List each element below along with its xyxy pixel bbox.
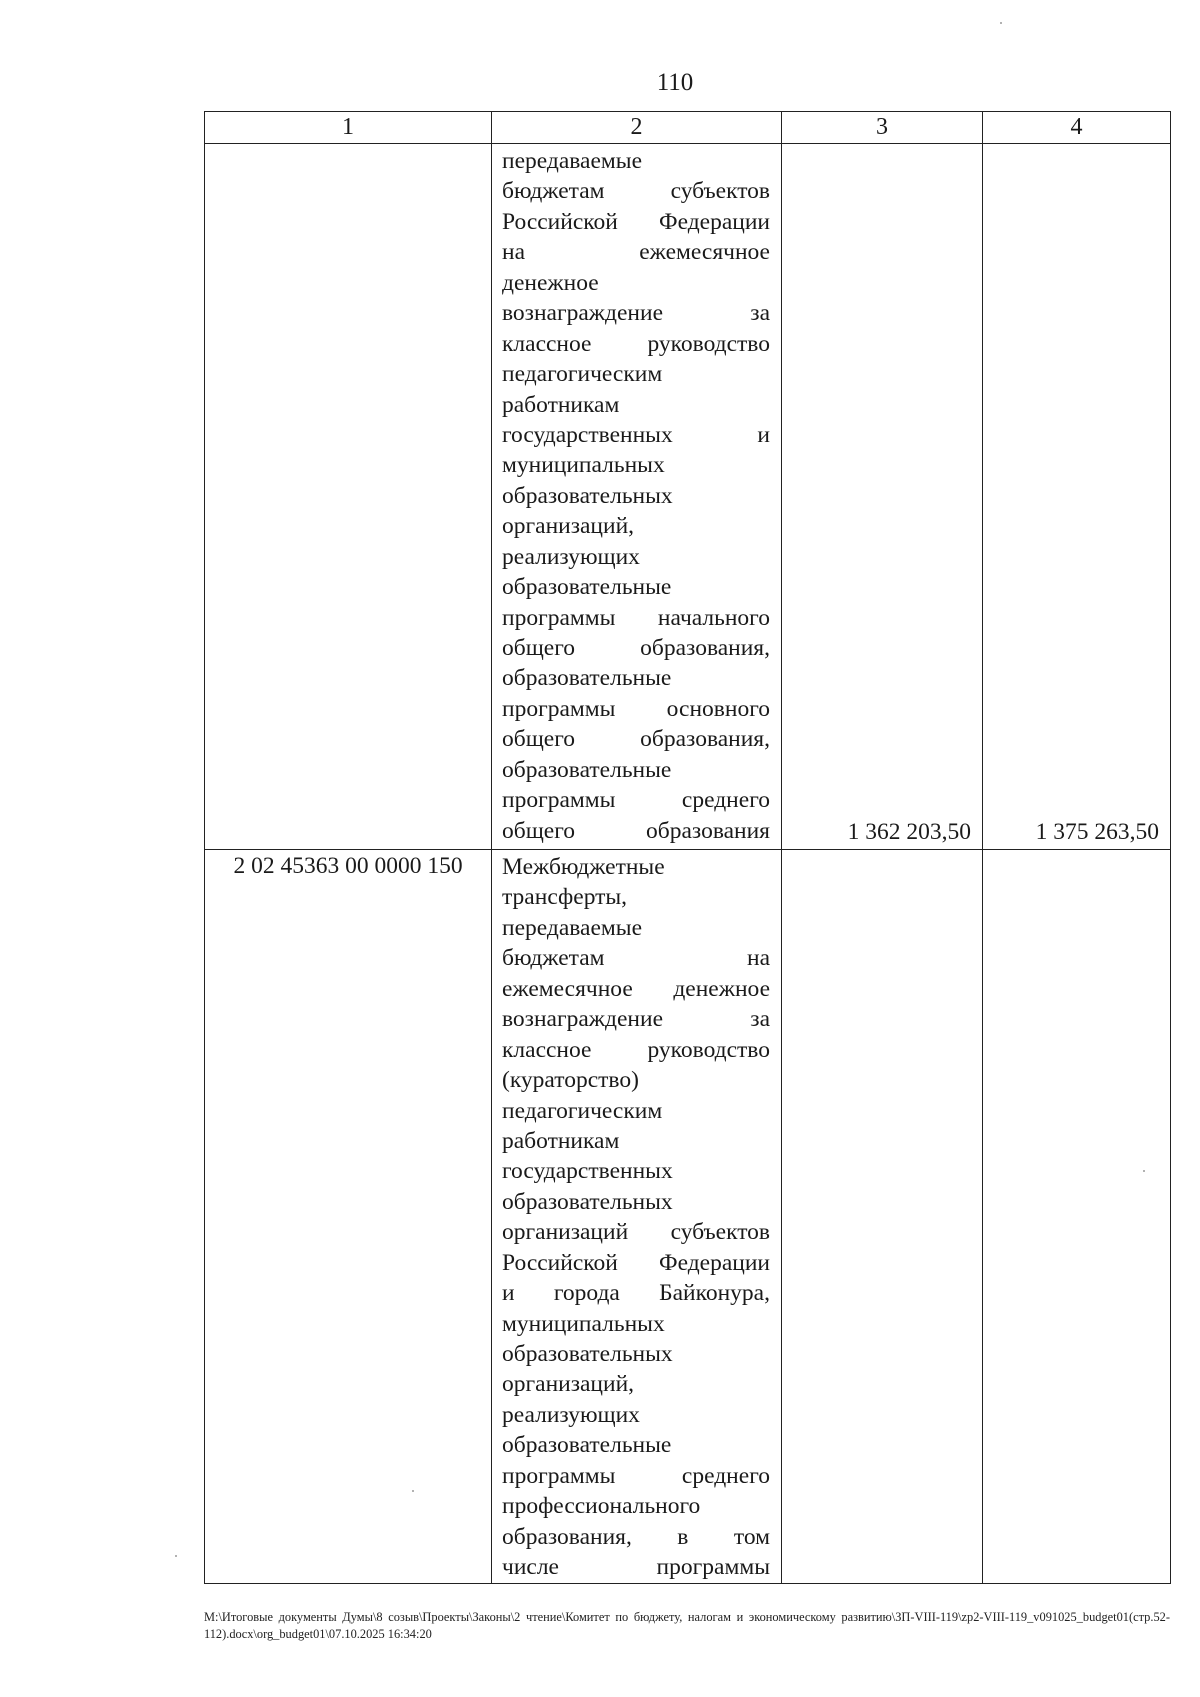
description-line: государственных и	[502, 421, 770, 448]
description-line: образовательные	[502, 665, 672, 692]
description-line: общего образования,	[502, 635, 770, 661]
description-line: Российской Федерации	[502, 1249, 770, 1276]
description-line: программы среднего	[502, 787, 770, 814]
description-line: программы среднего	[502, 1462, 770, 1489]
description-line: образовательных	[502, 1341, 673, 1367]
description-line: числе программы	[502, 1554, 770, 1581]
scan-speck	[175, 1555, 177, 1557]
description-line: общего образования	[502, 817, 770, 844]
value-cell-col4: 1 375 263,50	[983, 144, 1171, 850]
description-line: педагогическим	[502, 1097, 663, 1124]
description-line: классное руководство	[502, 1036, 770, 1063]
description-line: организаций субъектов	[502, 1219, 770, 1246]
code-cell: 2 02 45363 00 0000 150	[205, 850, 492, 1584]
description-line: (кураторство)	[502, 1067, 639, 1094]
value-cell-col4	[983, 850, 1171, 1584]
table-row	[205, 850, 1171, 1584]
description-cell	[492, 144, 782, 850]
column-header-2: 2	[492, 112, 782, 144]
scan-speck	[412, 1490, 414, 1492]
description-line: программы начального	[502, 604, 770, 631]
description-line: классное руководство	[502, 330, 770, 357]
value-cell-col3	[782, 850, 983, 1584]
code-cell	[205, 144, 492, 850]
description-line: бюджетам на	[502, 945, 770, 972]
description-line: образования, в том	[502, 1523, 770, 1550]
description-line: вознаграждение за	[502, 1006, 770, 1033]
description-line: образовательных	[502, 1188, 673, 1215]
description-line: реализующих	[502, 543, 640, 570]
document-path-footer: М:\Итоговые документы Думы\8 созыв\Проекты\Законы\2 чтение\Комитет по бюджету, налогам и экономическому развитию\ЗП-VIII-119\zp2-VIII-119_v091025_budget01(стр.52-112).docx\org_budget01\07.10.2025 16:34:20	[204, 1610, 1170, 1641]
table-row	[205, 144, 1171, 850]
description-line: реализующих	[502, 1401, 640, 1428]
description-line: денежное	[502, 269, 599, 296]
description-line: общего образования,	[502, 726, 770, 753]
value-cell-col3: 1 362 203,50	[782, 144, 983, 850]
description-line: образовательные	[502, 756, 672, 783]
description-line: образовательных	[502, 482, 673, 509]
column-header-3: 3	[782, 112, 983, 144]
description-line: образовательные	[502, 574, 672, 601]
description-cell	[492, 850, 782, 1584]
description-line: профессионального	[502, 1493, 701, 1520]
description-line: вознаграждение за	[502, 300, 770, 327]
description-line: муниципальных	[502, 452, 665, 479]
description-line: образовательные	[502, 1432, 672, 1459]
description-line: педагогическим	[502, 361, 663, 388]
description-line: организаций,	[502, 1371, 635, 1398]
description-line: и города Байконура,	[502, 1280, 770, 1307]
page-number: 110	[656, 69, 694, 96]
description-line: работникам	[502, 391, 620, 418]
description-line: трансферты,	[502, 884, 628, 911]
budget-table	[204, 111, 1171, 1584]
description-line: муниципальных	[502, 1310, 665, 1337]
description-line: передаваемые	[502, 148, 643, 174]
description-line: бюджетам субъектов	[502, 178, 770, 205]
column-header-4: 4	[983, 112, 1171, 144]
description-line: ежемесячное денежное	[502, 975, 770, 1002]
table-header-row	[205, 112, 1171, 144]
description-line: работникам	[502, 1127, 620, 1154]
scan-speck	[1000, 22, 1002, 24]
description-line: Российской Федерации	[502, 208, 770, 235]
description-line: на ежемесячное	[502, 239, 770, 266]
description-line: Межбюджетные	[502, 854, 665, 880]
column-header-1: 1	[205, 112, 492, 144]
description-line: организаций,	[502, 513, 635, 540]
description-line: программы основного	[502, 695, 770, 722]
scan-speck	[1143, 1170, 1145, 1172]
description-line: передаваемые	[502, 914, 643, 941]
description-line: государственных	[502, 1158, 673, 1185]
